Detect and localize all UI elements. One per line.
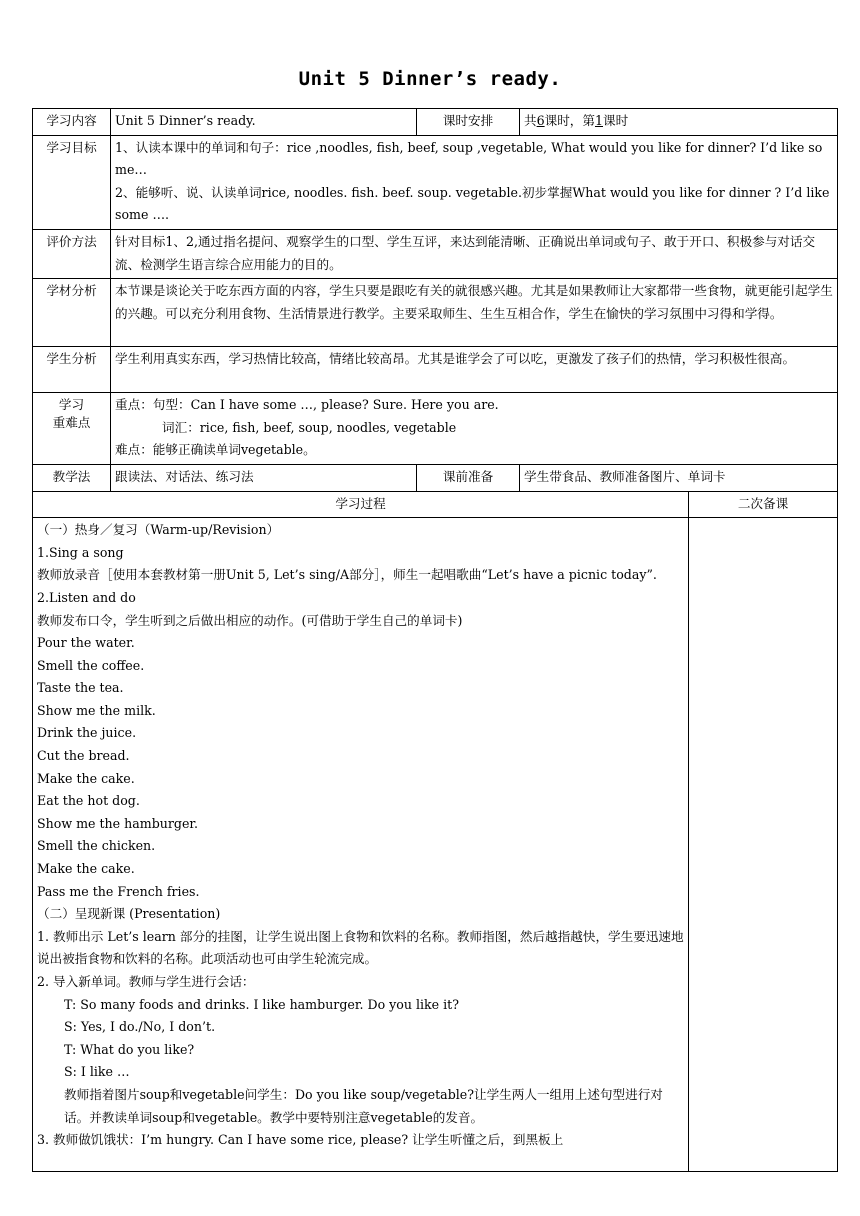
material-label: 学材分析 xyxy=(33,279,111,347)
method-label: 教学法 xyxy=(33,464,111,491)
evaluation-label: 评价方法 xyxy=(33,229,111,278)
process-line: 2. 导入新单词。教师与学生进行会话： xyxy=(37,974,255,989)
process-line: 1.Sing a song xyxy=(37,544,124,560)
students-label: 学生分析 xyxy=(33,347,111,393)
row-process-body xyxy=(33,518,838,1172)
process-line: Pour the water. xyxy=(37,635,135,651)
keypoints-label-1: 学习 xyxy=(58,397,85,413)
keypoints-line-3: 难点：能够正确读单词vegetable。 xyxy=(115,442,316,458)
row-material xyxy=(33,279,838,347)
process-line: T: What do you like? xyxy=(64,1041,195,1057)
process-line: Make the cake. xyxy=(37,770,135,786)
schedule-mid: 课时，第 xyxy=(544,113,595,128)
process-line: 教师指着图片soup和vegetable问学生：Do you like soup/vegetable?让学生两人一组用上述句型进行对话。并教读单词soup和vegetable。教学中要特别注意vegetable的发音。 xyxy=(64,1086,663,1125)
process-line: 教师发布口令，学生听到之后做出相应的动作。(可借助于学生自己的单词卡) xyxy=(37,612,463,628)
keypoints-line-1: 重点：句型：Can I have some …, please? Sure. Here you are. xyxy=(115,397,499,413)
keypoints-line-2: 词汇：rice, fish, beef, soup, noodles, vegetable xyxy=(162,419,457,435)
process-line: Smell the chicken. xyxy=(37,838,156,854)
process-line: Pass me the French fries. xyxy=(37,883,200,899)
content-value: Unit 5 Dinner’s ready. xyxy=(111,109,417,136)
process-line: Eat the hot dog. xyxy=(37,793,140,809)
schedule-label: 课时安排 xyxy=(417,109,520,136)
goals-value xyxy=(111,135,838,229)
process-line: 1. 教师出示 Let’s learn 部分的挂图，让学生说出图上食物和饮料的名称。教师指图，然后越指越快，学生要迅速地说出被指食物和饮料的名称。此项活动也可由学生轮流完成。 xyxy=(37,928,684,967)
process-line: 3. 教师做饥饿状：I’m hungry. Can I have some rice, please? 让学生听懂之后，到黑板上 xyxy=(37,1132,564,1148)
method-value: 跟读法、对话法、练习法 xyxy=(111,464,417,491)
process-line: S: Yes, I do./No, I don’t. xyxy=(64,1019,216,1035)
side-notes xyxy=(689,518,838,1172)
schedule-post: 课时 xyxy=(603,113,629,128)
process-line: Show me the milk. xyxy=(37,702,156,718)
row-content xyxy=(33,109,838,136)
row-goals xyxy=(33,135,838,229)
process-line: （一）热身／复习（Warm-up/Revision） xyxy=(37,522,280,538)
students-value: 学生利用真实东西，学习热情比较高，情绪比较高昂。尤其是谁学会了可以吃，更激发了孩子们的热情，学习积极性很高。 xyxy=(111,347,838,393)
page-title: Unit 5 Dinner’s ready. xyxy=(298,68,562,90)
content-label: 学习内容 xyxy=(33,109,111,136)
goals-line-2: 2、能够听、说、认读单词rice, noodles. fish. beef. soup. vegetable.初步掌握What would you like for dinner ? I’d like some …. xyxy=(115,184,830,223)
process-line: 2.Listen and do xyxy=(37,589,136,605)
schedule-current: 1 xyxy=(594,113,603,128)
process-line: 教师放录音［使用本套教材第一册Unit 5, Let’s sing/A部分］，师生一起唱歌曲“Let’s have a picnic today”. xyxy=(37,567,657,583)
goals-line-1: 1、认读本课中的单词和句子：rice ,noodles, fish, beef, soup ,vegetable, What would you like for dinner? I’d like some… xyxy=(115,139,823,178)
process-line: Make the cake. xyxy=(37,861,135,877)
process-line: Smell the coffee. xyxy=(37,657,145,673)
prep-value: 学生带食品、教师准备图片、单词卡 xyxy=(520,464,838,491)
keypoints-value xyxy=(111,393,838,465)
row-method xyxy=(33,464,838,491)
process-body xyxy=(33,518,689,1172)
row-students xyxy=(33,347,838,393)
row-keypoints xyxy=(33,393,838,465)
evaluation-value: 针对目标1、2,通过指名提问、观察学生的口型、学生互评，来达到能清晰、正确说出单词或句子、敢于开口、积极参与对话交流、检测学生语言综合应用能力的目的。 xyxy=(111,229,838,278)
process-line: T: So many foods and drinks. I like hamburger. Do you like it? xyxy=(64,996,459,1012)
material-value: 本节课是谈论关于吃东西方面的内容，学生只要是跟吃有关的就很感兴趣。尤其是如果教师让大家都带一些食物，就更能引起学生的兴趣。可以充分利用食物、生活情景进行教学。主要采取师生、生生互相合作，学生在愉快的学习氛围中习得和学得。 xyxy=(111,279,838,347)
process-line: （二）呈现新课 (Presentation) xyxy=(37,906,221,922)
process-header: 学习过程 xyxy=(33,491,689,518)
row-evaluation xyxy=(33,229,838,278)
side-header: 二次备课 xyxy=(689,491,838,518)
keypoints-label-2: 重难点 xyxy=(52,415,91,431)
process-line: Cut the bread. xyxy=(37,748,130,764)
row-process-header xyxy=(33,491,838,518)
process-line: S: I like … xyxy=(64,1064,130,1080)
process-line: Show me the hamburger. xyxy=(37,815,199,831)
goals-label: 学习目标 xyxy=(33,135,111,229)
lesson-plan-table xyxy=(32,108,838,1172)
schedule-total: 6 xyxy=(536,113,545,128)
schedule-value xyxy=(520,109,838,136)
prep-label: 课前准备 xyxy=(417,464,520,491)
process-line: Taste the tea. xyxy=(37,680,124,696)
keypoints-label xyxy=(33,393,111,465)
schedule-pre: 共 xyxy=(524,113,537,128)
process-line: Drink the juice. xyxy=(37,725,137,741)
